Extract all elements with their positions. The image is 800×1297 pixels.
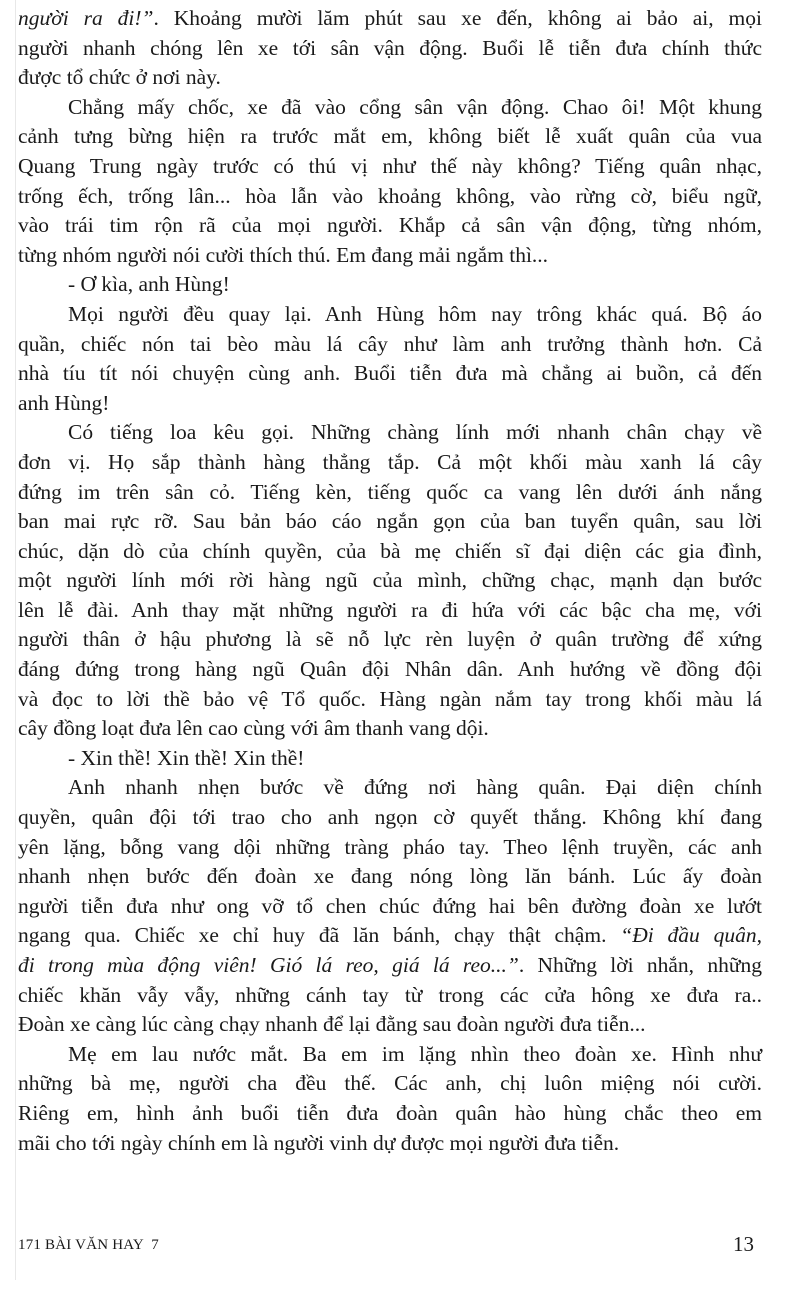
line-text: ban mai rực rỡ. Sau bản báo cáo ngắn gọn của ban tuyển quân, sau lời xyxy=(18,509,762,534)
line-text: đáng đứng trong hàng ngũ Quân đội Nhân dân. Anh hướng về đồng đội xyxy=(18,657,762,682)
line-text: nhanh nhẹn bước đến đoàn xe đang nóng lòng lăn bánh. Lúc ấy đoàn xyxy=(18,864,762,889)
line-text: những bà mẹ, người cha đều thế. Các anh, chị luôn miệng nói cười. xyxy=(18,1071,762,1096)
line-text: anh Hùng! xyxy=(18,390,110,415)
paragraph xyxy=(18,744,762,774)
line-text: ngang qua. Chiếc xe chỉ huy đã lăn bánh, chạy thật chậm. xyxy=(18,923,621,948)
line-text: Riêng em, hình ảnh buổi tiễn đưa đoàn quân hào hùng chắc theo em xyxy=(18,1100,762,1125)
italic-quote-text: đi trong mùa động viên! Gió lá reo, giá lá reo...” xyxy=(18,953,519,977)
line-text: chúc, dặn dò của chính quyền, của bà mẹ chiến sĩ đại diện các gia đình, xyxy=(18,538,762,563)
text-line xyxy=(18,566,762,596)
text-line xyxy=(18,714,762,744)
line-text: đứng im trên sân cỏ. Tiếng kèn, tiếng quốc ca vang lên dưới ánh nắng xyxy=(18,479,762,504)
text-line xyxy=(18,1099,762,1129)
text-line xyxy=(18,685,762,715)
line-text: được tổ chức ở nơi này. xyxy=(18,65,221,90)
paragraph xyxy=(18,300,762,418)
running-footer-title: 171 BÀI VĂN HAY 7 xyxy=(18,1237,159,1253)
text-line xyxy=(18,625,762,655)
text-line xyxy=(18,330,762,360)
line-text: một người lính mới rời hàng ngũ của mình, chững chạc, mạnh dạn bước xyxy=(18,568,762,593)
text-line xyxy=(18,1040,762,1070)
line-text: Mọi người đều quay lại. Anh Hùng hôm nay trông khác quá. Bộ áo xyxy=(68,301,762,326)
text-line xyxy=(18,241,762,271)
text-line xyxy=(18,655,762,685)
line-text: cây đồng loạt đưa lên cao cùng với âm thanh vang dội. xyxy=(18,716,489,741)
line-text: chiếc khăn vẫy vẫy, những cánh tay từ trong các cửa hông xe đưa ra.. xyxy=(18,982,762,1007)
text-line xyxy=(18,537,762,567)
line-text: Mẹ em lau nước mắt. Ba em im lặng nhìn theo đoàn xe. Hình như xyxy=(68,1041,762,1066)
text-line xyxy=(18,862,762,892)
text-line xyxy=(18,211,762,241)
text-line xyxy=(18,93,762,123)
line-text: nhà tíu tít nói chuyện cùng anh. Buổi tiễn đưa mà chẳng ai buồn, cả đến xyxy=(18,361,762,386)
line-text: . Những lời nhắn, những xyxy=(518,953,762,977)
line-text: Quang Trung ngày trước có thú vị như thế này không? Tiếng quân nhạc, xyxy=(18,153,762,178)
line-text: người tiễn đưa như ong vỡ tổ chen chúc đứng hai bên đường đoàn xe lướt xyxy=(18,893,762,918)
text-line xyxy=(18,773,762,803)
text-line xyxy=(18,418,762,448)
line-text: Anh nhanh nhẹn bước về đứng nơi hàng quân. Đại diện chính xyxy=(68,775,762,800)
text-line xyxy=(18,744,762,774)
text-line xyxy=(18,300,762,330)
line-text: - Xin thề! Xin thề! Xin thề! xyxy=(68,745,305,770)
line-text: trống ếch, trống lân... hòa lẫn vào khoảng không, vào rừng cờ, biểu ngữ, xyxy=(18,183,762,208)
line-text: mãi cho tới ngày chính em là người vinh dự được mọi người đưa tiễn. xyxy=(18,1130,620,1155)
paragraph xyxy=(18,4,762,93)
text-line xyxy=(18,1010,762,1040)
body-text xyxy=(18,4,762,1158)
text-line xyxy=(18,152,762,182)
text-line xyxy=(18,596,762,626)
text-line xyxy=(18,892,762,922)
paragraph xyxy=(18,773,762,1039)
line-text: vào trái tim rộn rã của mọi người. Khắp cả sân vận động, từng nhóm, xyxy=(18,213,762,238)
line-text: và đọc to lời thề bảo vệ Tổ quốc. Hàng ngàn nắm tay trong khối màu lá xyxy=(18,686,762,711)
text-line xyxy=(18,981,762,1011)
text-line xyxy=(18,359,762,389)
line-text: quần, chiếc nón tai bèo màu lá cây như làm anh trưởng thành hơn. Cả xyxy=(18,331,762,356)
line-text: người thân ở hậu phương là sẽ nỗ lực rèn luyện ở quân trường để xứng xyxy=(18,627,762,652)
text-line xyxy=(18,803,762,833)
text-line xyxy=(18,182,762,212)
paragraph xyxy=(18,270,762,300)
line-text: cảnh tưng bừng hiện ra trước mắt em, không biết lễ xuất quân của vua xyxy=(18,124,762,149)
line-text: quyền, quân đội tới trao cho anh ngọn cờ quyết thắng. Không khí đang xyxy=(18,805,762,830)
page-number: 13 xyxy=(733,1232,754,1256)
text-line xyxy=(18,4,762,34)
italic-quote-text: người ra đi!” xyxy=(18,6,154,30)
paragraph xyxy=(18,93,762,271)
text-line xyxy=(18,122,762,152)
text-line xyxy=(18,1069,762,1099)
text-line xyxy=(18,833,762,863)
text-line xyxy=(18,507,762,537)
text-line xyxy=(18,478,762,508)
line-text: Có tiếng loa kêu gọi. Những chàng lính mới nhanh chân chạy về xyxy=(68,420,762,445)
text-line xyxy=(18,63,762,93)
paragraph xyxy=(18,1040,762,1158)
text-line xyxy=(18,921,762,951)
text-line xyxy=(18,34,762,64)
text-line xyxy=(18,448,762,478)
line-text: . Khoảng mười lăm phút sau xe đến, không ai bảo ai, mọi xyxy=(153,6,762,30)
line-text: từng nhóm người nói cười thích thú. Em đang mải ngắm thì... xyxy=(18,242,549,267)
line-text: yên lặng, bỗng vang dội những tràng pháo tay. Theo lệnh truyền, các anh xyxy=(18,834,762,859)
line-text: lên lễ đài. Anh thay mặt những người ra đi hứa với các bậc cha mẹ, với xyxy=(18,597,762,622)
line-text: đơn vị. Họ sắp thành hàng thẳng tắp. Cả một khối màu xanh lá cây xyxy=(18,449,762,474)
text-line xyxy=(18,951,762,981)
line-text: - Ơ kìa, anh Hùng! xyxy=(68,272,230,297)
italic-quote-text: “Đi đầu quân, xyxy=(620,923,762,948)
line-text: người nhanh chóng lên xe tới sân vận động. Buổi lễ tiễn đưa chính thức xyxy=(18,35,762,60)
text-line xyxy=(18,270,762,300)
scan-edge xyxy=(15,0,16,1280)
line-text: Đoàn xe càng lúc càng chạy nhanh để lại đằng sau đoàn người đưa tiễn... xyxy=(18,1012,646,1037)
paragraph xyxy=(18,418,762,744)
text-line xyxy=(18,389,762,419)
line-text: Chẳng mấy chốc, xe đã vào cổng sân vận động. Chao ôi! Một khung xyxy=(68,94,762,119)
text-line xyxy=(18,1129,762,1159)
